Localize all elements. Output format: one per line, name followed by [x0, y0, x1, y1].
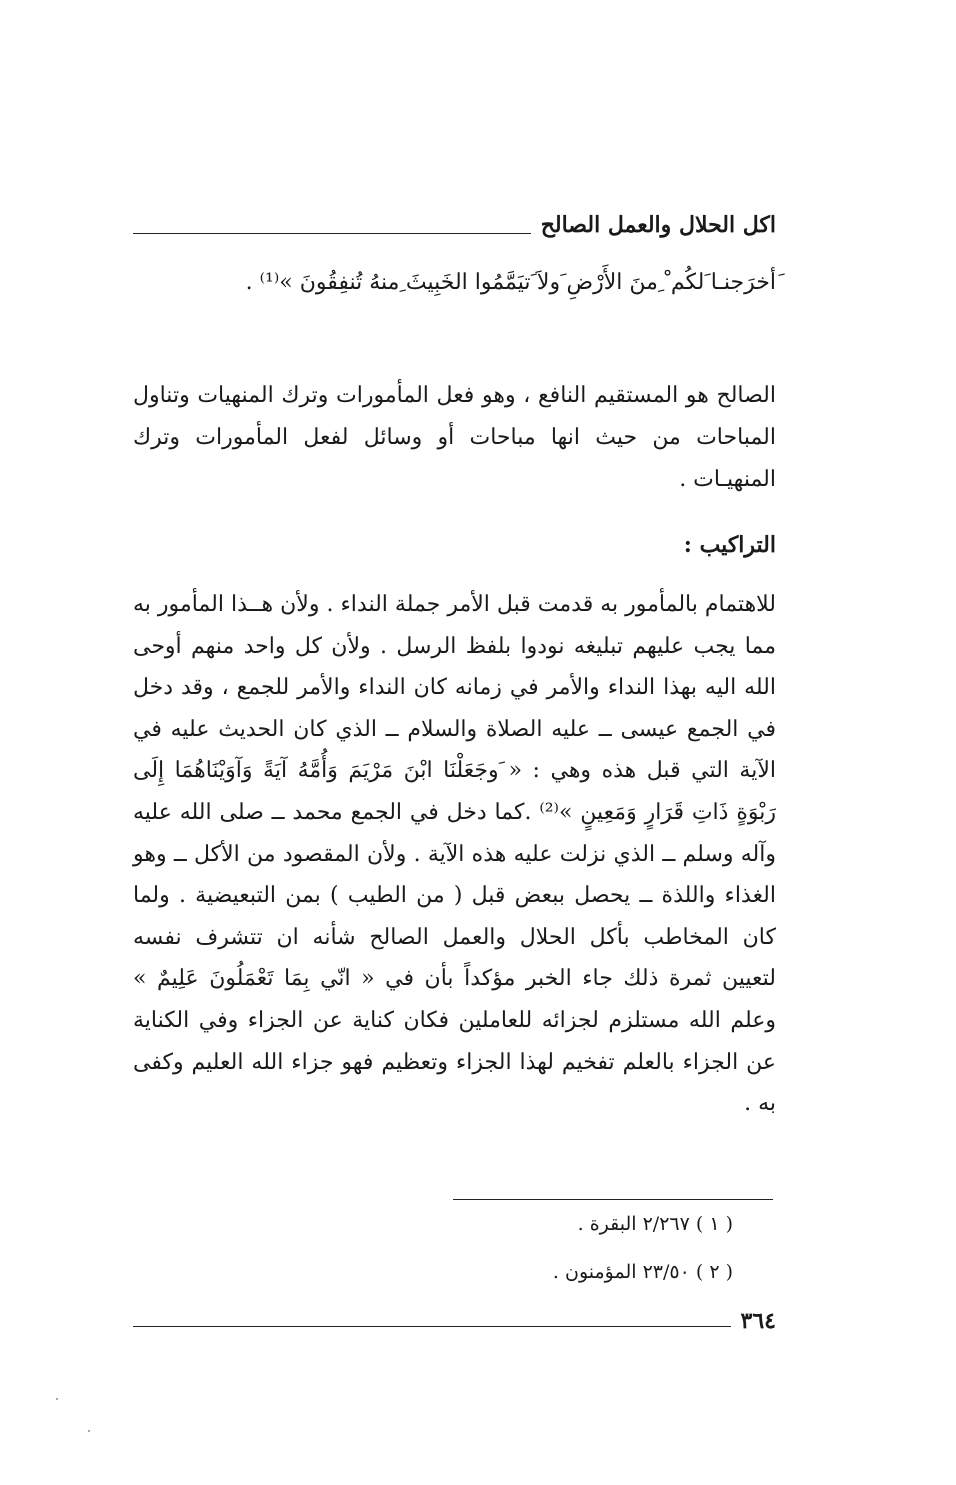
running-header-title: اكل الحلال والعمل الصالح	[540, 212, 776, 238]
page-number: ٣٦٤	[740, 1308, 776, 1334]
section-heading: التراكيب :	[683, 532, 776, 558]
footer-rule	[133, 1326, 731, 1327]
footnote-1: ( ١ ) ٢/٢٦٧ البقرة .	[577, 1213, 733, 1235]
scan-speck	[56, 1398, 58, 1400]
definition-paragraph: الصالح هو المستقيم النافع ، وهو فعل المأمورات وترك المنهيات وتناول المباحات من حيث انها مباحات أو وسائل لفعل المأمورات وترك المنهيـات .	[133, 383, 776, 492]
running-header	[133, 200, 776, 240]
scan-speck	[88, 1430, 90, 1432]
footnote-separator	[453, 1199, 773, 1200]
analysis-paragraph: للاهتمام بالمأمور به قدمت قبل الأمر جملة النداء . ولأن هــذا المأمور به مما يجب عليهم تبليغه نودوا بلفظ الرسل . ولأن كل واحد منهم أوحى الله اليه بهذا النداء والأمر في زمانه كان النداء والأمر للجمع ، وقد دخل في الجمع عيسى ــ عليه الصلاة والسلام ــ الذي كان الحديث عليه في الآية التي قبل هذه وهي : « َوجَعَلْنَا ابْنَ مَرْيَمَ وَأُمَّهُ آيَةً وَآوَيْنَاهُمَا إِلَى رَبْوَةٍ ذَاتِ قَرَارٍ وَمَعِينٍ »⁽²⁾ .كما دخل في الجمع محمد ــ صلى الله عليه وآله وسلم ــ الذي نزلت عليه هذه الآية . ولأن المقصود من الأكل ــ وهو الغذاء واللذة ــ يحصل ببعض قبل ( من الطيب ) بمن التبعيضية . ولما كان المخاطب بأكل الحلال والعمل الصالح شأنه ان تتشرف نفسه لتعيين ثمرة ذلك جاء الخبر مؤكداً بأن في « انّي بِمَا تَعْمَلُونَ عَلِيمٌ » وعلم الله مستلزم لجزائه للعاملين فكان كناية عن الجزاء وفي الكناية عن الجزاء بالعلم تفخيم لهذا الجزاء وتعظيم فهو جزاء الله العليم وكفى به .	[133, 592, 776, 1117]
verse-continuation: َأخرَجنـا َلكُم ْ ِمنَ الأَرْضِ َولاَ َتيَمَّمُوا الخَبِيثَ ِمنهُ تُنفِقُونَ »⁽¹⁾ .	[245, 270, 776, 295]
footnote-2: ( ٢ ) ٢٣/٥٠ المؤمنون .	[552, 1261, 733, 1283]
page-footer	[133, 1306, 776, 1336]
header-rule	[133, 233, 531, 234]
